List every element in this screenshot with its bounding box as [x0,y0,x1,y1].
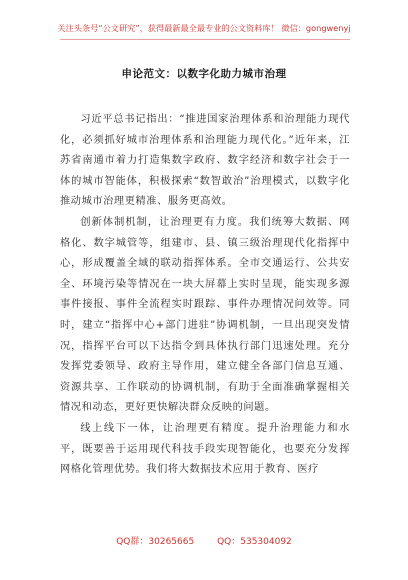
paragraph-1: 习近平总书记指出：“推进国家治理体系和治理能力现代化，必须抓好城市治理体系和治理能力现代化。”近年来，江苏省南通市着力打造集数字政府、数字经济和数字社会于一体的城市智能体，积极探索“数智敢治”治理模式，以数字化推动城市治理更精准、服务更高效。 [60,114,350,208]
footer-qq-group: QQ群：30265665 [116,537,195,547]
document-body [60,110,350,481]
footer-contact [0,534,408,547]
header-promo-note: 关注头条号“公文研究”，获得最新最全最专业的公文资料库！ 微信：gongwenyj [57,23,351,33]
document-title: 申论范文：以数字化助力城市治理 [121,68,287,80]
header-divider [60,39,350,40]
paragraph-2: 创新体制机制，让治理更有力度。我们统筹大数据、网格化、数字城管等，组建市、县、镇三级治理现代化指挥中心，形成覆盖全域的联动指挥体系。全市交通运行、公共安全、环境污染等情况在一块大屏幕上实时呈现，能实现多源事件接报、事件全流程实时跟踪、事件办理情况问效等。同时，建立“指挥中心+部门进驻”协调机制，一旦出现突发情况，指挥平台可以下达指令到具体执行部门迅速处理。充分发挥党委领导、政府主导作用，建立健全各部门信息互通、资源共享、工作联动的协调机制，有助于全面准确掌握相关情况和动态，更好更快解决群众反映的问题。 [60,216,350,414]
footer-qq-number: QQ：535304092 [217,537,292,547]
paragraph-3: 线上线下一体，让治理更有精度。提升治理能力和水平，既要善于运用现代科技手段实现智能化，也要充分发挥网格化管理优势。我们将大数据技术应用于教育、医疗 [60,422,350,476]
